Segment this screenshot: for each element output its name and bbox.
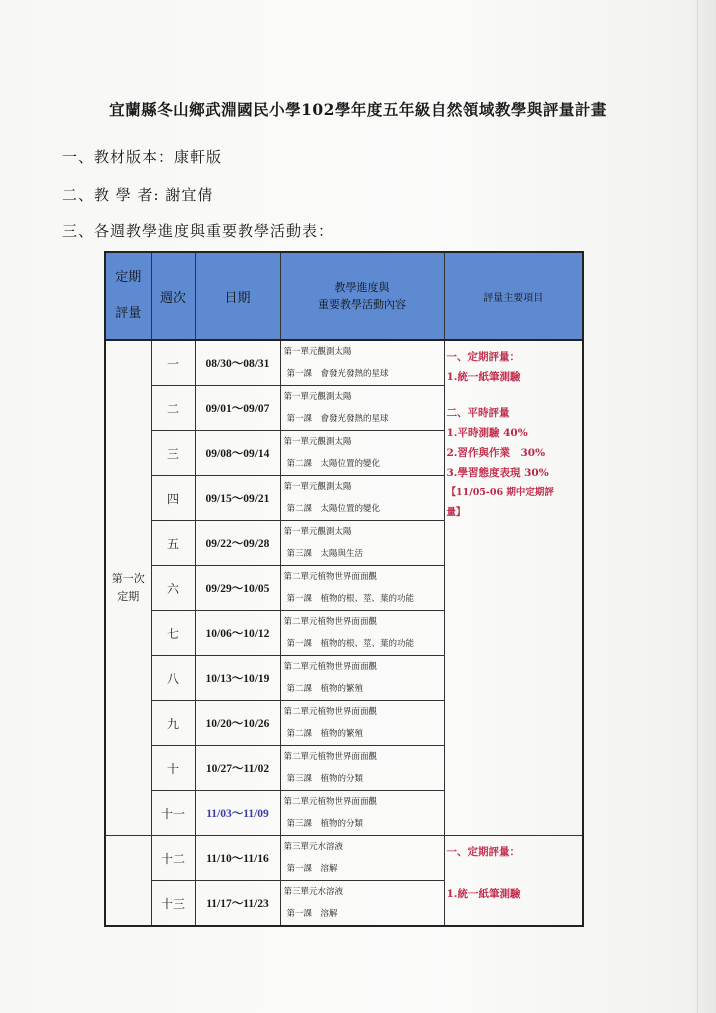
week-cell: 四	[151, 476, 195, 521]
evaluation-line: 1.統一紙筆測驗	[446, 888, 521, 900]
date-cell: 09/29～10/05	[195, 566, 280, 611]
week-cell: 九	[151, 701, 195, 746]
content-unit: 第二單元植物世界面面觀	[283, 752, 378, 762]
week-cell: 一	[151, 340, 195, 386]
header-period-line: 定期	[115, 270, 142, 285]
content-unit: 第一單元觀測太陽	[283, 527, 352, 537]
content-cell	[280, 566, 444, 611]
content-cell	[280, 386, 444, 431]
content-cell	[280, 881, 444, 927]
header-content-line: 教學進度與	[334, 281, 390, 294]
content-unit: 第一單元觀測太陽	[283, 347, 352, 357]
content-lesson: 第二課 植物的繁殖	[286, 684, 364, 694]
evaluation-line: 3.學習態度表現 30%	[446, 467, 549, 479]
week-cell: 十三	[151, 881, 195, 927]
content-cell	[280, 701, 444, 746]
date-cell: 11/17～11/23	[195, 881, 280, 927]
content-cell	[280, 476, 444, 521]
date-cell: 10/20～10/26	[195, 701, 280, 746]
date-cell: 09/01～09/07	[195, 386, 280, 431]
content-cell	[280, 340, 444, 386]
week-cell: 六	[151, 566, 195, 611]
week-cell: 八	[151, 656, 195, 701]
evaluation-cell-second	[444, 836, 583, 927]
content-cell	[280, 791, 444, 836]
evaluation-line: 量】	[446, 507, 466, 518]
evaluation-line: 2.習作與作業 30%	[446, 447, 546, 459]
content-unit: 第二單元植物世界面面觀	[283, 617, 378, 627]
evaluation-line: 一、定期評量：	[446, 351, 520, 363]
content-cell	[280, 746, 444, 791]
content-lesson: 第一課 會發光發熱的星球	[286, 414, 389, 424]
content-unit: 第二單元植物世界面面觀	[283, 707, 378, 717]
period-label-line: 定期	[117, 590, 140, 603]
period-label-line: 第一次	[111, 572, 145, 585]
evaluation-line: 【11/05-06 期中定期評	[446, 487, 554, 498]
header-period-line: 評量	[115, 306, 142, 321]
week-cell: 十一	[151, 791, 195, 836]
date-cell: 10/06～10/12	[195, 611, 280, 656]
week-cell: 十二	[151, 836, 195, 881]
period-cell-second	[105, 836, 151, 927]
week-cell: 七	[151, 611, 195, 656]
evaluation-line: 二、平時評量	[446, 407, 510, 419]
content-lesson: 第三課 植物的分類	[286, 819, 364, 829]
content-unit: 第二單元植物世界面面觀	[283, 662, 378, 672]
header-week: 週次	[151, 252, 195, 340]
section-schedule-heading: 三、各週教學進度與重要教學活動表：	[62, 222, 335, 240]
content-cell	[280, 521, 444, 566]
evaluation-line: 一、定期評量：	[446, 846, 520, 858]
content-cell	[280, 836, 444, 881]
date-cell: 09/22～09/28	[195, 521, 280, 566]
content-lesson: 第一課 溶解	[286, 864, 338, 874]
date-cell: 11/10～11/16	[195, 836, 280, 881]
date-cell-highlighted: 11/03～11/09	[195, 791, 280, 836]
paper-edge-shadow	[697, 0, 698, 1013]
week-cell: 三	[151, 431, 195, 476]
evaluation-line: 1.平時測驗 40%	[446, 427, 528, 439]
content-unit: 第一單元觀測太陽	[283, 392, 352, 402]
week-cell: 五	[151, 521, 195, 566]
document-title: 宜蘭縣冬山鄉武淵國民小學102學年度五年級自然領域教學與評量計畫	[109, 100, 607, 119]
content-lesson: 第一課 會發光發熱的星球	[286, 369, 389, 379]
evaluation-cell-first	[444, 340, 583, 836]
date-cell: 09/15～09/21	[195, 476, 280, 521]
schedule-table	[104, 251, 584, 927]
content-unit: 第三單元水溶液	[283, 842, 344, 852]
content-unit: 第三單元水溶液	[283, 887, 344, 897]
content-lesson: 第一課 植物的根、莖、葉的功能	[286, 639, 415, 649]
content-lesson: 第三課 植物的分類	[286, 774, 364, 784]
content-cell	[280, 611, 444, 656]
header-content-line: 重要教學活動內容	[318, 298, 406, 311]
period-cell-first	[105, 340, 151, 836]
header-period	[105, 252, 151, 340]
content-lesson: 第二課 太陽位置的變化	[286, 459, 381, 469]
evaluation-line: 1.統一紙筆測驗	[446, 371, 521, 383]
content-unit: 第一單元觀測太陽	[283, 482, 352, 492]
table-header-row	[105, 252, 583, 340]
week-cell: 二	[151, 386, 195, 431]
content-cell	[280, 431, 444, 476]
date-cell: 08/30～08/31	[195, 340, 280, 386]
content-unit: 第二單元植物世界面面觀	[283, 797, 378, 807]
header-evaluation: 評量主要項目	[444, 252, 583, 340]
table-row	[105, 340, 583, 386]
content-lesson: 第一課 植物的根、莖、葉的功能	[286, 594, 415, 604]
content-lesson: 第二課 植物的繁殖	[286, 729, 364, 739]
section-textbook-version: 一、教材版本：康軒版	[62, 148, 223, 166]
content-lesson: 第二課 太陽位置的變化	[286, 504, 381, 514]
content-cell	[280, 656, 444, 701]
section-teacher: 二、教 學 者: 謝宜倩	[62, 186, 214, 204]
content-lesson: 第三課 太陽與生活	[286, 549, 364, 559]
date-cell: 10/27～11/02	[195, 746, 280, 791]
header-date: 日期	[195, 252, 280, 340]
content-unit: 第二單元植物世界面面觀	[283, 572, 378, 582]
date-cell: 09/08～09/14	[195, 431, 280, 476]
table-row	[105, 836, 583, 881]
content-lesson: 第一課 溶解	[286, 909, 338, 919]
header-content	[280, 252, 444, 340]
content-unit: 第一單元觀測太陽	[283, 437, 352, 447]
week-cell: 十	[151, 746, 195, 791]
date-cell: 10/13～10/19	[195, 656, 280, 701]
